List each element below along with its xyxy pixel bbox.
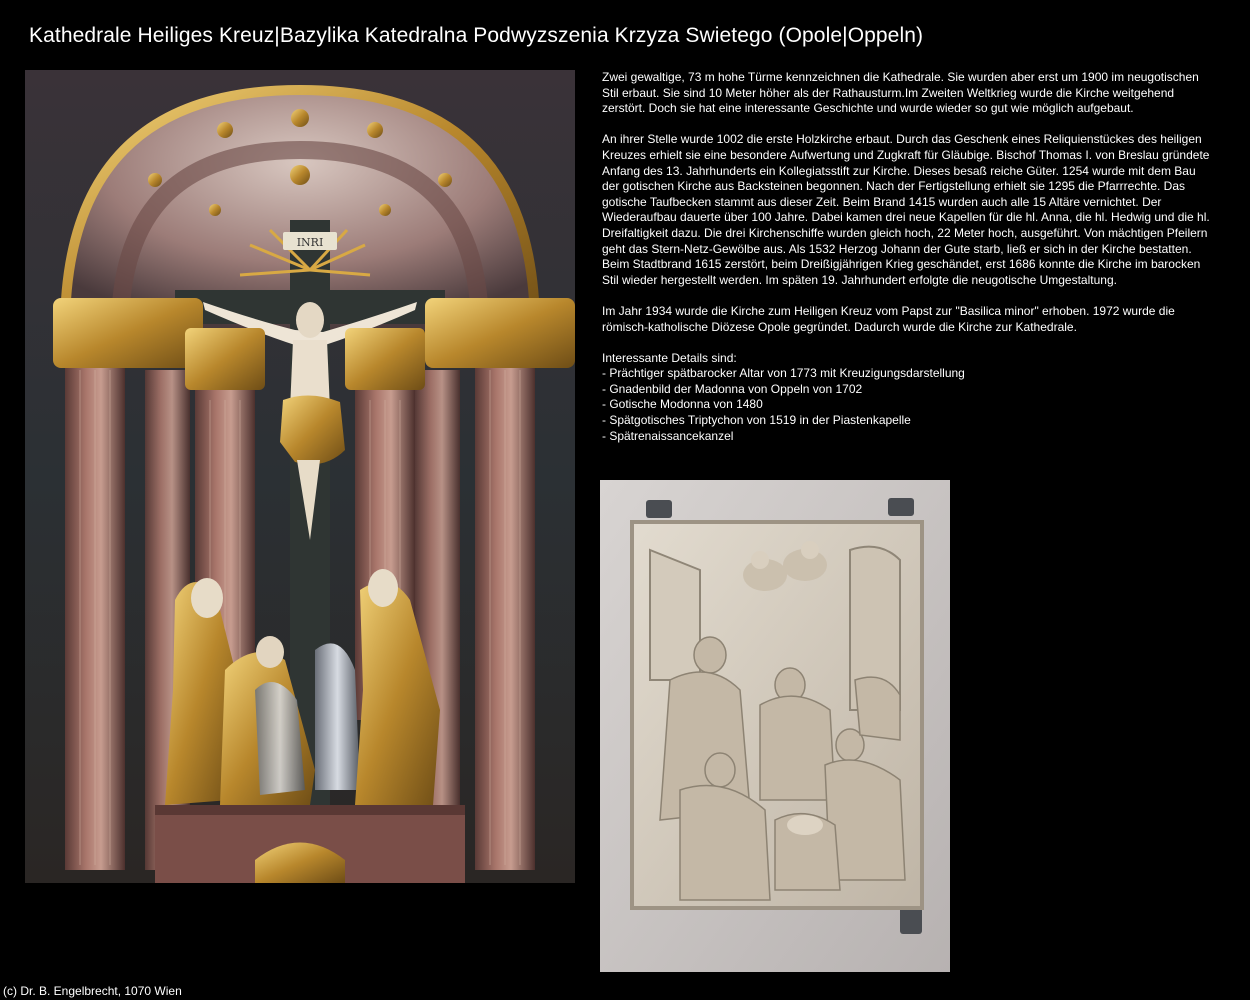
details-heading: Interessante Details sind:	[602, 350, 737, 365]
list-item: - Gotische Modonna von 1480	[602, 397, 763, 412]
paragraph-history: An ihrer Stelle wurde 1002 die erste Holzkirche erbaut. Durch das Geschenk eines Reliquienstückes des heiligen Kreuzes erhielt sie eine besondere Aufwertung und Zugkraft für Gläubige. Bischof Thomas I. von Breslau gründete Anfang des 13. Jahrhunderts ein Kollegiatsstift zur Kirche. Dieses besaß reiche Güter. 1254 wurde mit dem Bau der gotischen Kirche aus Backsteinen begonnen. Nach der Fertigstellung erhielt sie 1295 die Pfarrrechte. Das gotische Taufbecken stammt aus dieser Zeit. Beim Brand 1415 wurden auch alle 15 Altäre vernichtet. Der Wiederaufbau dauerte über 100 Jahre. Dabei kamen drei neue Kapellen für die hl. Anna, die hl. Hedwig und die hl. Dreifaltigkeit dazu. Die drei Kirchenschiffe wurden gleich hoch, 22 Meter hoch, ausgeführt. Von mächtigen Pfeilern geht das Stern-Netz-Gewölbe aus. Als 1532 Herzog Johann der Gute starb, ließ er sich in der Kirche bestatten. Beim Stadtbrand 1615 zerstört, beim Dreißigjährigen Krieg geschändet, erst 1686 konnte die Kirche im barocken Stil wieder hergestellt werden. Im späten 19. Jahrhundert erfolgte die neugotische Umgestaltung.	[602, 132, 1210, 287]
description-text	[602, 70, 1212, 444]
copyright-footer: (c) Dr. B. Engelbrecht, 1070 Wien	[3, 984, 182, 998]
altar-photo	[25, 70, 575, 883]
relief-photo	[600, 480, 950, 972]
relief-illustration	[600, 480, 950, 972]
paragraph-towers: Zwei gewaltige, 73 m hohe Türme kennzeichnen die Kathedrale. Sie wurden aber erst um 1900 im neugotischen Stil erbaut. Sie sind 10 Meter höher als der Rathausturm.Im Zweiten Weltkrieg wurde die Kirche weitgehend zerstört. Doch sie hat eine interessante Geschichte und wurde wieder so gut wie möglich aufgebaut.	[602, 70, 1199, 116]
page-title: Kathedrale Heiliges Kreuz|Bazylika Katedralna Podwyzszenia Krzyza Swietego (Opole|Oppeln)	[29, 24, 924, 47]
altar-illustration	[25, 70, 575, 883]
details-list	[602, 366, 1212, 444]
list-item: - Spätrenaissancekanzel	[602, 428, 734, 443]
paragraph-basilica: Im Jahr 1934 wurde die Kirche zum Heiligen Kreuz vom Papst zur "Basilica minor" erhoben. 1972 wurde die römisch-katholische Diözese Opole gegründet. Dadurch wurde die Kirche zur Kathedrale.	[602, 303, 1175, 334]
list-item: - Prächtiger spätbarocker Altar von 1773 mit Kreuzigungsdarstellung	[602, 366, 965, 381]
inri-plaque: INRI	[296, 236, 324, 249]
list-item: - Spätgotisches Triptychon von 1519 in der Piastenkapelle	[602, 413, 911, 428]
list-item: - Gnadenbild der Madonna von Oppeln von 1702	[602, 381, 863, 396]
